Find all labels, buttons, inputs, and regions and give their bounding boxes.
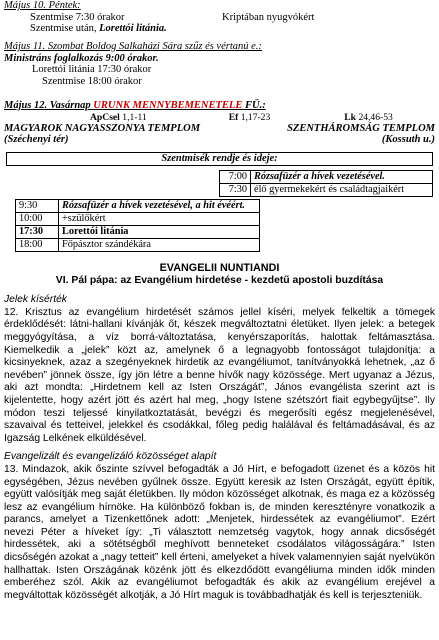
table-row (220, 184, 433, 197)
schedule-time: 18:00 (16, 239, 59, 252)
reading3-ref: 24,46-53 (358, 111, 393, 123)
church-right-location: (Kossuth u.) (381, 134, 435, 146)
may10-mass-time: Szentmise 7:30 órakor (30, 11, 125, 23)
reading1-ref: 1,1-11 (122, 111, 147, 123)
schedule-desc: Lorettói litánia (59, 226, 260, 239)
may12-heading-prefix: Május 12. Vasárnap (4, 100, 94, 111)
section1-heading: Jelek kísérték (4, 294, 67, 306)
may12-heading-suffix: FÜ.: (242, 100, 266, 111)
table-row (16, 239, 260, 252)
may10-litany: Lorettói litánia. (99, 23, 167, 35)
may12-section (4, 100, 435, 146)
schedule-time: 7:30 (220, 184, 251, 197)
may10-intention: Kriptában nyugvókért (222, 11, 315, 23)
church-left-name: MAGYAROK NAGYASSZONYA TEMPLOM (4, 122, 201, 134)
may11-ministrant: Ministráns foglalkozás 9:00 órakor. (4, 52, 159, 64)
article-subtitle: VI. Pál pápa: az Evangélium hirdetése - kezdetű apostoli buzdítása (55, 274, 384, 286)
may11-mass: Szentmise 18:00 órakor (42, 75, 142, 87)
schedule-time: 7:00 (220, 171, 251, 184)
feast-name: URUNK MENNYBEMENETELE (93, 100, 243, 111)
readings-line (4, 112, 435, 123)
may10-heading: Május 10. Péntek: (4, 0, 81, 11)
may10-section (4, 0, 435, 35)
schedule-title (6, 152, 433, 166)
schedule-desc: Rózsafüzér a hívek vezetésével, a hit évéért. (59, 200, 260, 213)
schedule-title-text: Szentmisék rendje és ideje: (161, 153, 278, 164)
table-row (16, 213, 260, 226)
reading3-label: Lk (344, 111, 357, 123)
right-church-schedule (219, 170, 433, 197)
schedule-desc: +szülőkért (59, 213, 260, 226)
may11-section (4, 41, 435, 87)
church-names (4, 123, 435, 135)
church-locations (4, 134, 435, 146)
schedule-desc: élő gyermekekért és családtagjaikért (251, 184, 433, 197)
reading2-label: Ef (228, 111, 239, 123)
may11-litany: Lorettói litánia 17:30 órakor (32, 64, 152, 76)
schedule-desc: Főpásztor szándékára (59, 239, 260, 252)
may10-after-mass: Szentmise után, (30, 23, 100, 35)
article-title: EVANGELII NUNTIANDI (159, 262, 280, 274)
schedule-time: 17:30 (16, 226, 59, 239)
church-left-location: (Széchenyi tér) (4, 134, 69, 146)
left-church-schedule (15, 199, 260, 252)
section2-text: 13. Mindazok, akik őszinte szívvel befogadták a Jó Hírt, e befogadott üzenet és a közös hit egységében, Jézus nevében gyűlnek össze. Együtt keresik az Isten Országát, együtt építik, együtt valósítják meg saját életükben. Ily módon közösséget alkotnak, és maga ez a közösség lesz az evangélium hírnöke. Ha különböző fokban is, de minden keresztényre vonatkozik a parancs, amelyet a Tizenkettőnek adott: „Menjetek, hirdessétek az evangéliumot”. Ezért nevezi Péter a híveket így: „Ti választott nemzetség vagytok, hogy annak dicsőségét hirdessétek, aki a sötétségből meghívott benneteket csodálatos világosságára.” Isten dicsőségén azokat a „nagy tetteit” kell érteni, amelyeket a hívek valamennyien saját nyelvükön hallhattak. Isten Országának közénk jött és elkezdődött evangéliuma minden idők minden emberéhez szól. Akik az evangéliumot befogadták és akik az evangélium erejével a megváltottak közösségét alkotják, a Jó Hírt maguk is továbbadhatják és kell is terjeszteniük. (4, 463, 435, 601)
reading2-ref: 1,17-23 (240, 111, 271, 123)
reading1-label: ApCsel (90, 111, 120, 123)
church-right-name: SZENTHÁROMSÁG TEMPLOM (287, 122, 435, 134)
article (4, 262, 435, 602)
table-row (16, 226, 260, 239)
table-row (220, 171, 433, 184)
schedule-time: 9:30 (16, 200, 59, 213)
section1-text: 12. Krisztus az evangélium hirdetését számos jellel kíséri, melyek felkeltik a tömegek érdeklődését: látni-hallani kívánják őt, készek megváltoztatni életüket. Ilyen jelek: a betegek meggyógyítása, a víz borrá-változtatása, kenyérszaporítás, halottak feltámasztása. Kiemelkedik a „jelek” közt az, amelynek ő a legnagyobb fontosságot tulajdonítja: a kicsinyeknek, azaz a szegényeknek hirdetik az evangéliumot, tanítványokká lehetnek, „az ő nevében” jönnek össze, így jön létre a benne hívők nagy közössége. Mert ugyanaz a Jézus, aki azt mondta: „Hirdetnem kell az Isten Országát”, János evangélista szerint azt is kijelentette, hogy azért jött és azért hal meg, „hogy Istene szétszórt fiait egybegyűjtse”. Ily módon teszi teljessé kinyilatkoztatását, bevégzi és megerősíti egész megjelenésével, szavaival és tetteivel, jelekkel és csodákkal, főleg pedig halálával és feltámadásával, és az Igazság Lelkének elküldésével. (4, 306, 435, 444)
may12-heading (4, 100, 435, 112)
may11-heading: Május 11. Szombat Boldog Salkaházi Sára szűz és vértanú e.: (4, 41, 262, 52)
section2-heading: Evangelizált és evangelizáló közösséget alapít (4, 451, 217, 463)
schedule-time: 10:00 (16, 213, 59, 226)
table-row (16, 200, 260, 213)
schedule-desc: Rózsafüzér a hívek vezetésével. (251, 171, 433, 184)
